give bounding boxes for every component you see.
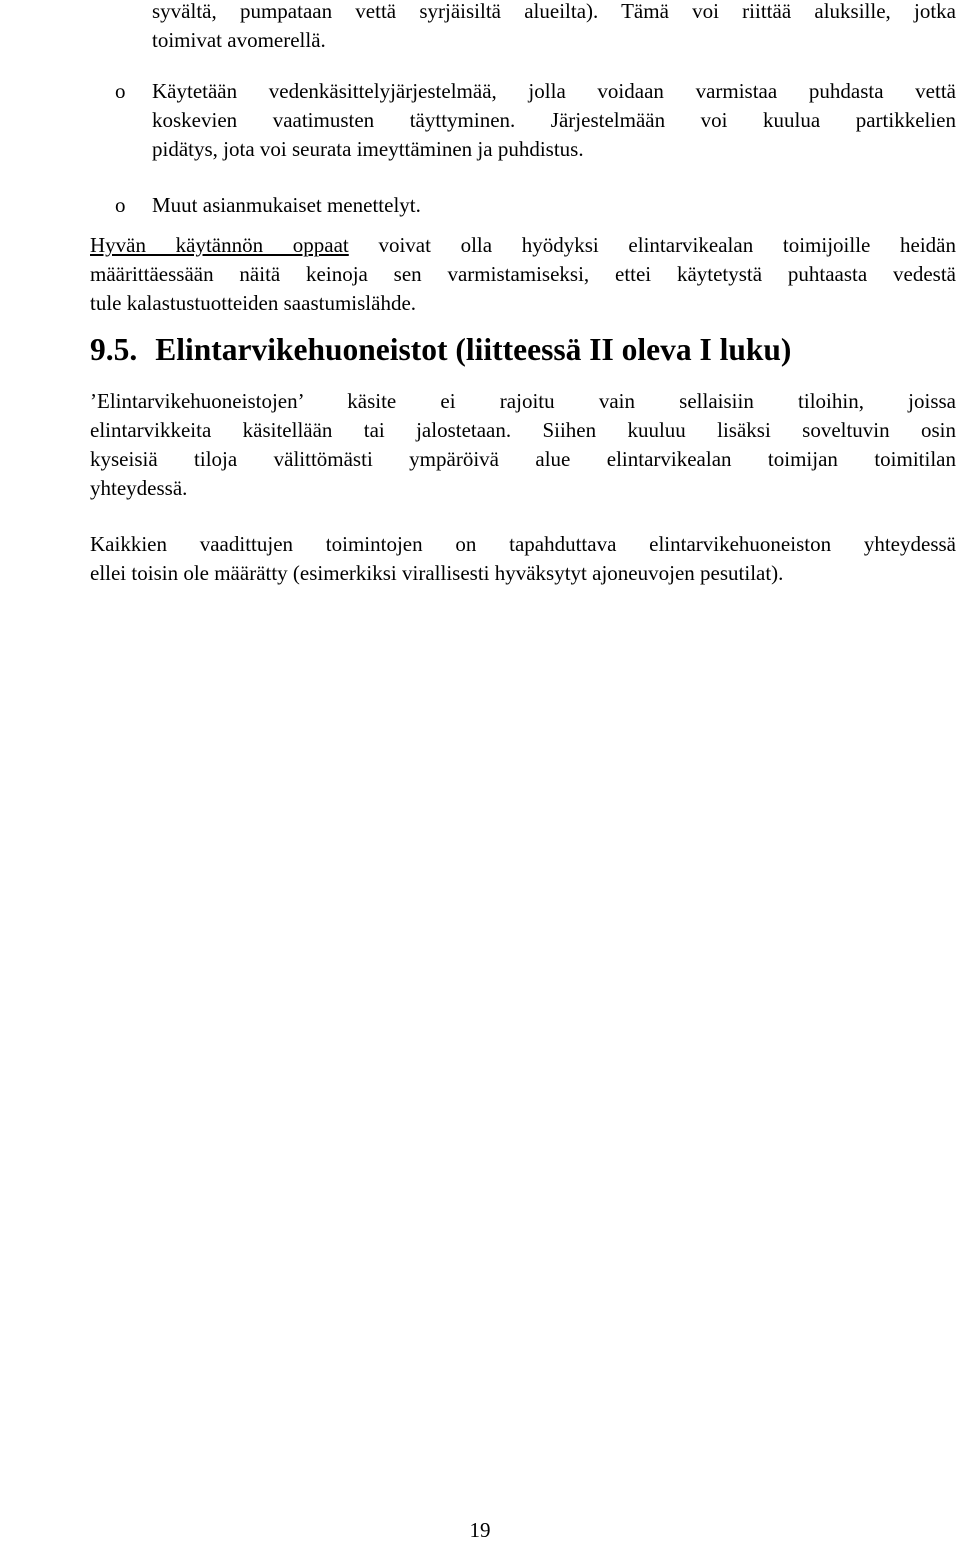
paragraph-line-rest: voivat olla hyödyksi elintarvikealan toimijoille heidän — [348, 233, 956, 257]
section-title: Elintarvikehuoneistot (liitteessä II oleva I luku) — [155, 332, 792, 367]
continuation-line-2: toimivat avomerellä. — [152, 28, 326, 52]
bullet-text — [152, 191, 956, 220]
bullet-continuation — [152, 0, 956, 55]
paragraph-operations — [90, 530, 956, 588]
bullet-line: pidätys, jota voi seurata imeyttäminen ja puhdistus. — [152, 137, 584, 161]
paragraph-line: määrittäessään näitä keinoja sen varmistamiseksi, ettei käytetystä puhtaasta vedestä — [90, 262, 956, 286]
bullet-line: Käytetään vedenkäsittelyjärjestelmää, jolla voidaan varmistaa puhdasta vettä — [152, 79, 956, 103]
paragraph-premises-definition — [90, 387, 956, 503]
bullet-text — [152, 77, 956, 164]
section-number: 9.5. — [90, 332, 138, 367]
page-number: 19 — [469, 1518, 491, 1542]
paragraph-line: yhteydessä. — [90, 476, 188, 500]
good-practice-guides-link[interactable]: Hyvän käytännön oppaat — [90, 233, 349, 257]
paragraph-line: ellei toisin ole määrätty (esimerkiksi virallisesti hyväksytyt ajoneuvojen pesutilat). — [90, 561, 784, 585]
paragraph-line: tule kalastustuotteiden saastumislähde. — [90, 291, 417, 315]
paragraph-good-practice — [90, 231, 956, 318]
bullet-marker: o — [115, 193, 126, 217]
section-heading — [90, 332, 956, 367]
bullet-marker: o — [115, 79, 126, 103]
paragraph-line: Kaikkien vaadittujen toimintojen on tapahduttava elintarvikehuoneiston yhteydessä — [90, 532, 956, 556]
paragraph-line: ’Elintarvikehuoneistojen’ käsite ei rajoitu vain sellaisiin tiloihin, joissa — [90, 389, 956, 413]
bullet-line: Muut asianmukaiset menettelyt. — [152, 193, 421, 217]
bullet-line: koskevien vaatimusten täyttyminen. Järjestelmään voi kuulua partikkelien — [152, 108, 956, 132]
continuation-line-1: syvältä, pumpataan vettä syrjäisiltä alueilta). Tämä voi riittää aluksille, jotka — [152, 0, 956, 23]
paragraph-line — [90, 231, 956, 260]
paragraph-line: elintarvikkeita käsitellään tai jalostetaan. Siihen kuuluu lisäksi soveltuvin osin — [90, 418, 956, 442]
paragraph-line: kyseisiä tiloja välittömästi ympäröivä alue elintarvikealan toimijan toimitilan — [90, 447, 956, 471]
